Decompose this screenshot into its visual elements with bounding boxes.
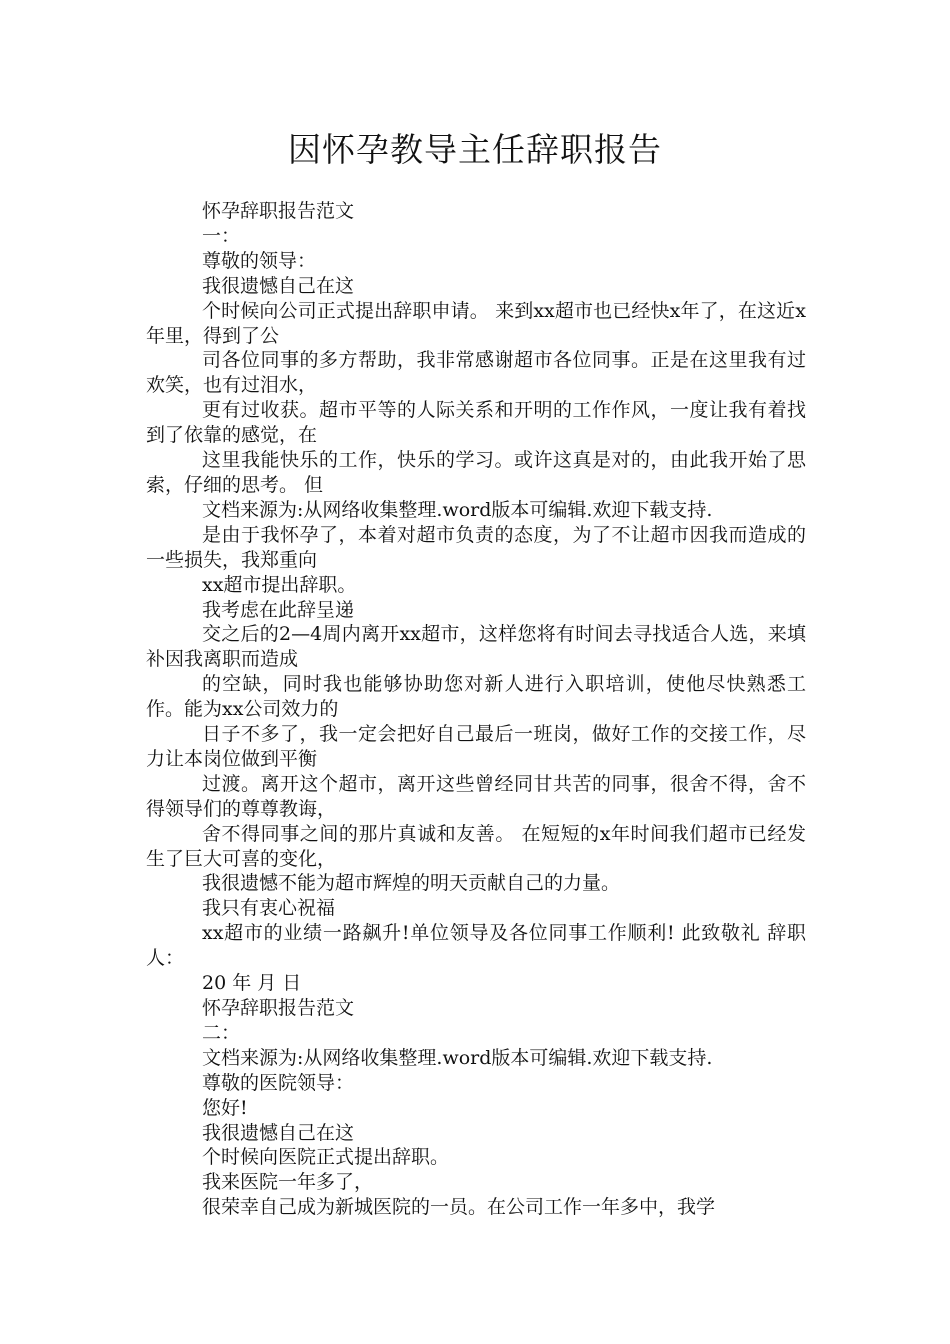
paragraph-line: 我只有衷心祝福: [202, 897, 336, 920]
paragraph-line: 司各位同事的多方帮助，我非常感谢超市各位同事。正是在这里我有过欢笑，也有过泪水，: [146, 349, 806, 397]
paragraph-line: 我很遗憾自己在这: [202, 274, 355, 297]
document-title: 因怀孕教导主任辞职报告: [288, 130, 662, 169]
paragraph-line: 过渡。离开这个超市，离开这些曾经同甘共苦的同事，很舍不得，舍不得领导们的尊尊教诲，: [146, 772, 806, 820]
paragraph-line: 我考虑在此辞呈递: [202, 598, 355, 621]
paragraph-line: 您好!: [202, 1096, 248, 1119]
paragraph-line: 尊敬的医院领导：: [202, 1071, 355, 1094]
section-heading-line: 怀孕辞职报告范文: [202, 997, 355, 1019]
paragraph-line: 我很遗憾自己在这: [202, 1121, 355, 1144]
paragraph-line: 舍不得同事之间的那片真诚和友善。 在短短的x年时间我们超市已经发生了巨大可喜的变化，: [146, 822, 806, 870]
paragraph-line: 我很遗憾不能为超市辉煌的明天贡献自己的力量。: [202, 872, 621, 895]
paragraph-line: 个时候向医院正式提出辞职。: [202, 1146, 450, 1169]
paragraph-line: 怀孕辞职报告范文: [202, 200, 355, 222]
paragraph-line: xx超市提出辞职。: [202, 573, 357, 596]
paragraph-line: xx超市的业绩一路飙升!单位领导及各位同事工作顺利! 此致敬礼 辞职人：: [146, 922, 806, 970]
date-line: 20 年 月 日: [202, 972, 302, 995]
paragraph-line: 尊敬的领导：: [202, 249, 317, 272]
paragraph-line: 二：: [202, 1021, 241, 1044]
paragraph-line: 这里我能快乐的工作，快乐的学习。或许这真是对的，由此我开始了思索，仔细的思考。 但: [146, 449, 806, 496]
paragraph-line: 的空缺，同时我也能够协助您对新人进行入职培训，使他尽快熟悉工作。能为xx公司效力的: [146, 673, 806, 721]
source-note-line: 文档来源为:从网络收集整理.word版本可编辑.欢迎下载支持.: [202, 498, 713, 521]
paragraph-line: 日子不多了，我一定会把好自己最后一班岗，做好工作的交接工作，尽力让本岗位做到平衡: [146, 723, 806, 770]
paragraph-line: 是由于我怀孕了，本着对超市负责的态度，为了不让超市因我而造成的一些损失，我郑重向: [146, 523, 806, 571]
paragraph-line: 一：: [202, 224, 241, 247]
paragraph-line: 更有过收获。超市平等的人际关系和开明的工作作风，一度让我有着找到了依靠的感觉，在: [146, 399, 806, 447]
paragraph-line: 我来医院一年多了，: [202, 1171, 374, 1194]
document-body: [146, 199, 806, 1220]
paragraph-line: 个时候向公司正式提出辞职申请。 来到xx超市也已经快x年了，在这近x年里，得到了公: [146, 299, 806, 347]
paragraph-line: 交之后的2—4周内离开xx超市，这样您将有时间去寻找适合人选，来填补因我离职而造成: [146, 623, 806, 671]
source-note-line: 文档来源为:从网络收集整理.word版本可编辑.欢迎下载支持.: [202, 1046, 713, 1069]
paragraph-line: 很荣幸自己成为新城医院的一员。在公司工作一年多中，我学: [202, 1196, 716, 1219]
